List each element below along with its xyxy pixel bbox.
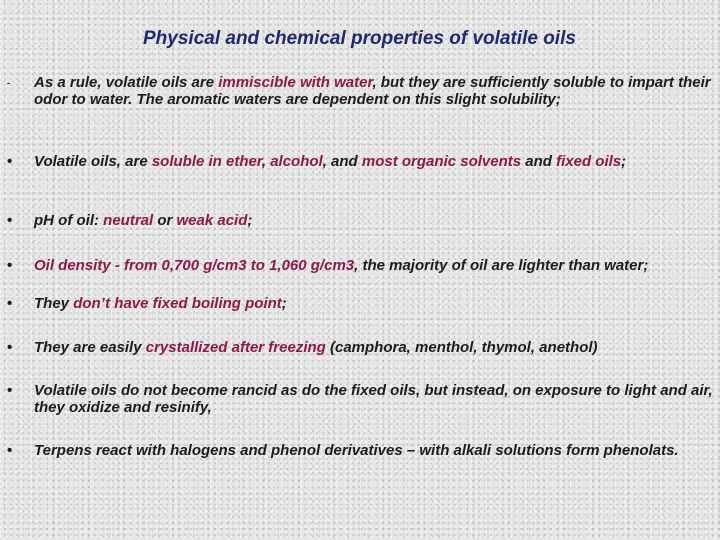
text-segment: and xyxy=(521,153,557,170)
highlighted-term: immiscible with water xyxy=(218,74,373,91)
bullet-text xyxy=(34,74,718,108)
text-segment: ; xyxy=(247,212,253,229)
highlighted-term: Oil density - from 0,700 g/cm3 to 1,060 g/cm3 xyxy=(34,257,355,274)
bullet-marker: • xyxy=(7,295,13,312)
highlighted-term: alcohol xyxy=(270,153,323,170)
bullet-marker: - xyxy=(7,78,10,88)
highlighted-term: soluble in ether xyxy=(151,153,262,170)
text-segment: ; xyxy=(281,295,287,312)
bullet-text xyxy=(34,382,718,416)
text-segment: As a rule, volatile oils are xyxy=(34,74,219,91)
text-segment: Terpens react with halogens and phenol derivatives – with alkali solutions form phenolats. xyxy=(34,442,679,459)
text-segment: , and xyxy=(322,153,362,170)
bullet-marker: • xyxy=(7,382,13,399)
bullet-text xyxy=(34,339,718,356)
highlighted-term: neutral xyxy=(103,212,154,229)
highlighted-term: weak acid xyxy=(176,212,248,229)
bullet-marker: • xyxy=(7,257,13,274)
text-segment: (camphora, menthol, thymol, anethol) xyxy=(325,339,598,356)
text-segment: Volatile oils, are xyxy=(34,153,152,170)
text-segment: They xyxy=(34,295,74,312)
highlighted-term: crystallized after freezing xyxy=(145,339,326,356)
text-segment: Volatile oils do not become rancid as do the fixed oils, but instead, on exposure to light and air, they oxidize and resinify, xyxy=(34,382,713,416)
slide-title: Physical and chemical properties of volatile oils xyxy=(143,28,576,49)
bullet-marker: • xyxy=(7,339,13,356)
highlighted-term: don’t have fixed boiling point xyxy=(73,295,282,312)
bullet-marker: • xyxy=(7,212,13,229)
bullet-marker: • xyxy=(7,442,13,459)
text-segment: , but they are sufficiently soluble to impart their odor to water. The aromatic waters are dependent on this slight solubility; xyxy=(34,74,711,108)
bullet-text xyxy=(34,257,718,274)
text-segment: ; xyxy=(621,153,627,170)
bullet-text xyxy=(34,153,718,170)
bullet-text xyxy=(34,442,718,459)
text-segment: , xyxy=(261,153,271,170)
bullet-text xyxy=(34,295,718,312)
text-segment: They are easily xyxy=(34,339,146,356)
highlighted-term: fixed oils xyxy=(556,153,622,170)
highlighted-term: most organic solvents xyxy=(361,153,522,170)
bullet-marker: • xyxy=(7,153,13,170)
text-segment: , the majority of oil are lighter than water; xyxy=(354,257,649,274)
text-segment: or xyxy=(153,212,177,229)
bullet-text xyxy=(34,212,718,229)
text-segment: pH of oil: xyxy=(34,212,104,229)
